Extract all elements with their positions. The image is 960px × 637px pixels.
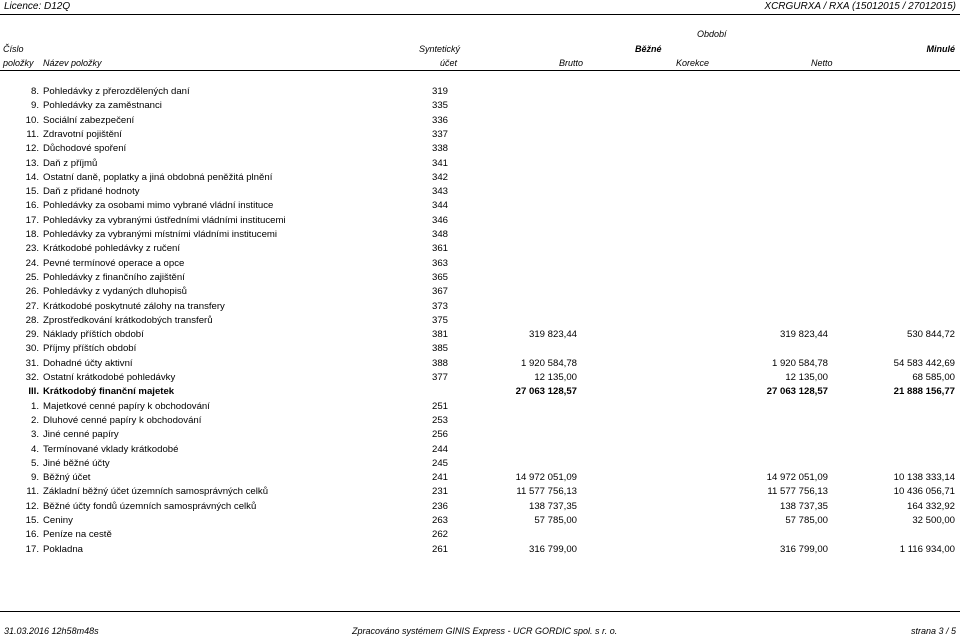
table-row	[0, 458, 960, 472]
synteticky-header: Syntetický	[419, 44, 461, 54]
netto-value: 316 799,00	[779, 543, 828, 555]
footer-timestamp: 31.03.2016 12h58m48s	[4, 626, 99, 636]
account-number: 335	[432, 100, 449, 112]
item-number: 18.	[25, 229, 39, 240]
table-row	[0, 129, 960, 143]
netto-value: 14 972 051,09	[766, 472, 828, 484]
item-number: 25.	[25, 271, 39, 283]
brutto-value: 14 972 051,09	[515, 472, 577, 484]
table-row	[0, 100, 960, 114]
table-row	[0, 172, 960, 186]
table-row	[0, 229, 960, 243]
minule-value: 10 138 333,14	[893, 472, 955, 484]
item-name: Pohledávky z vydaných dluhopisů	[43, 286, 187, 298]
item-number: 12.	[25, 143, 39, 155]
table-row	[0, 429, 960, 443]
minule-value: 21 888 156,77	[893, 386, 955, 398]
table-row	[0, 501, 960, 515]
account-number: 262	[432, 529, 449, 541]
account-number: 241	[432, 472, 449, 484]
minule-value: 68 585,00	[912, 372, 955, 383]
item-number: 8.	[30, 86, 39, 97]
brutto-value: 12 135,00	[534, 372, 577, 383]
netto-value: 12 135,00	[785, 372, 828, 383]
item-number: 31.	[25, 357, 39, 369]
item-number: 23.	[25, 243, 39, 255]
account-number: 373	[432, 300, 449, 312]
account-number: 256	[432, 429, 449, 441]
report-code: XCRGURXA / RXA (15012015 / 27012015)	[764, 1, 956, 12]
header-divider	[0, 70, 960, 71]
table-row	[0, 486, 960, 500]
account-number: 341	[432, 157, 449, 169]
item-name: Příjmy příštích období	[43, 343, 137, 355]
obdobi-header: Období	[697, 29, 727, 39]
footer-divider	[0, 611, 960, 612]
minule-value: 1 116 934,00	[899, 543, 955, 555]
ucet-header: účet	[440, 58, 458, 68]
item-name: Běžný účet	[43, 472, 91, 484]
item-name: Pevné termínové operace a opce	[43, 257, 185, 269]
item-name: Zdravotní pojištění	[43, 128, 122, 140]
item-number: 3.	[30, 429, 39, 441]
item-number: 15.	[25, 186, 39, 198]
item-name: Dohadné účty aktivní	[43, 357, 133, 369]
account-number: 385	[432, 343, 449, 355]
item-number: 17.	[25, 543, 39, 555]
account-number: 346	[432, 214, 449, 226]
brutto-value: 27 063 128,57	[515, 386, 577, 398]
table-row	[0, 272, 960, 286]
table-row	[0, 544, 960, 558]
item-number: 2.	[30, 414, 39, 426]
minule-value: 10 436 056,71	[893, 486, 955, 498]
item-name: Dluhové cenné papíry k obchodování	[43, 414, 202, 426]
item-number: 15.	[25, 515, 39, 526]
item-name: Majetkové cenné papíry k obchodování	[43, 400, 210, 412]
brutto-value: 57 785,00	[534, 515, 577, 526]
minule-value: 32 500,00	[912, 515, 955, 526]
account-number: 342	[432, 171, 449, 183]
account-number: 363	[432, 257, 449, 269]
item-number: 17.	[25, 214, 39, 226]
table-row	[0, 329, 960, 343]
brutto-value: 316 799,00	[528, 543, 577, 555]
netto-value: 319 823,44	[779, 329, 828, 341]
table-row	[0, 243, 960, 257]
account-number: 319	[432, 86, 449, 97]
item-name: Náklady příštích období	[43, 329, 144, 341]
item-number: 26.	[25, 286, 39, 298]
item-name: Pohledávky za vybranými ústředními vládními institucemi	[43, 214, 286, 226]
item-name: Jiné běžné účty	[43, 457, 110, 469]
table-row	[0, 515, 960, 529]
account-number: 361	[432, 243, 449, 255]
footer-processed-by: Zpracováno systémem GINIS Express - UCR GORDIC spol. s r. o.	[352, 626, 618, 636]
table-row	[0, 529, 960, 543]
account-number: 245	[432, 457, 449, 469]
item-number: 10.	[25, 114, 39, 126]
account-number: 375	[432, 314, 449, 326]
item-number: 16.	[25, 529, 39, 541]
account-number: 263	[432, 515, 449, 526]
table-row	[0, 115, 960, 129]
minule-value: 164 332,92	[906, 500, 955, 512]
account-number: 367	[432, 286, 449, 298]
item-name: Krátkodobý finanční majetek	[43, 386, 175, 398]
netto-header: Netto	[811, 58, 833, 68]
brutto-value: 319 823,44	[528, 329, 577, 341]
account-number: 344	[432, 200, 449, 212]
item-name: Ostatní daně, poplatky a jiná obdobná peněžitá plnění	[43, 171, 273, 183]
brutto-value: 11 577 756,13	[516, 486, 577, 498]
table-row	[0, 401, 960, 415]
table-row	[0, 472, 960, 486]
table-row	[0, 158, 960, 172]
footer-page-number: strana 3 / 5	[910, 626, 956, 636]
korekce-header: Korekce	[676, 58, 710, 68]
item-name: Základní běžný účet územních samosprávných celků	[43, 486, 269, 498]
table-row	[0, 372, 960, 386]
item-name: Běžné účty fondů územních samosprávných celků	[43, 500, 257, 512]
item-name: Ceniny	[43, 515, 73, 526]
item-number: 9.	[30, 100, 39, 112]
item-number: 32.	[25, 372, 39, 383]
item-name: Důchodové spoření	[43, 143, 127, 155]
item-name: Ostatní krátkodobé pohledávky	[43, 372, 176, 383]
table-row	[0, 343, 960, 357]
item-name: Daň z příjmů	[43, 157, 98, 169]
account-number: 261	[432, 543, 449, 555]
account-number: 381	[432, 329, 449, 341]
item-number: 4.	[30, 443, 39, 455]
table-row	[0, 200, 960, 214]
brutto-header: Brutto	[559, 58, 584, 68]
table-row	[0, 358, 960, 372]
netto-value: 57 785,00	[785, 515, 828, 526]
table-row	[0, 415, 960, 429]
item-number: 29.	[25, 329, 39, 341]
item-number: 12.	[25, 500, 39, 512]
item-name: Pohledávky za osobami mimo vybrané vládní instituce	[43, 200, 274, 212]
item-name: Krátkodobé poskytnuté zálohy na transfery	[43, 300, 225, 312]
top-divider	[0, 14, 960, 15]
item-name: Pohledávky z finančního zajištění	[43, 271, 185, 283]
item-name: Krátkodobé pohledávky z ručení	[43, 243, 181, 255]
item-number: 28.	[25, 314, 39, 326]
account-number: 388	[432, 357, 449, 369]
account-number: 253	[432, 414, 449, 426]
nazev-header: Název položky	[43, 58, 102, 68]
netto-value: 1 920 584,78	[771, 357, 828, 369]
item-number: 16.	[25, 200, 39, 212]
item-name: Pohledávky z přerozdělených daní	[43, 86, 190, 97]
account-number: 348	[432, 229, 449, 240]
account-number: 365	[432, 271, 449, 283]
item-number: 13.	[25, 157, 39, 169]
netto-value: 11 577 756,13	[767, 486, 828, 498]
account-number: 337	[432, 128, 449, 140]
item-name: Jiné cenné papíry	[43, 429, 119, 441]
item-number: 9.	[30, 472, 39, 484]
account-number: 251	[432, 400, 449, 412]
table-row	[0, 258, 960, 272]
table-row	[0, 301, 960, 315]
item-name: Zprostředkování krátkodobých transferů	[43, 314, 213, 326]
table-row	[0, 86, 960, 100]
item-name: Peníze na cestě	[43, 529, 112, 541]
polozky-header: položky	[3, 58, 34, 68]
item-name: Pokladna	[43, 543, 84, 555]
account-number: 336	[432, 114, 449, 126]
table-row	[0, 286, 960, 300]
netto-value: 138 737,35	[779, 500, 828, 512]
item-name: Pohledávky za zaměstnanci	[43, 100, 162, 112]
item-number: 30.	[25, 343, 39, 355]
item-number: 11.	[26, 128, 39, 140]
account-number: 338	[432, 143, 449, 155]
item-number: 11.	[26, 486, 39, 498]
minule-header: Minulé	[926, 44, 955, 54]
item-name: Pohledávky za vybranými místními vládními institucemi	[43, 229, 278, 240]
item-number: 14.	[25, 171, 39, 183]
item-name: Daň z přidané hodnoty	[43, 186, 140, 198]
item-number: 1.	[30, 400, 39, 412]
account-number: 244	[432, 443, 449, 455]
licence-label: Licence: D12Q	[4, 1, 71, 12]
item-number: 5.	[30, 457, 39, 469]
cislo-header: Číslo	[3, 44, 24, 54]
item-number: III.	[28, 386, 39, 398]
table-row	[0, 315, 960, 329]
table-row	[0, 386, 960, 400]
account-number: 231	[432, 486, 449, 498]
table-row	[0, 444, 960, 458]
account-number: 377	[432, 372, 449, 383]
bezne-header: Běžné	[635, 44, 662, 54]
top-bar	[0, 0, 960, 13]
account-number: 343	[432, 186, 449, 198]
table-row	[0, 143, 960, 157]
brutto-value: 1 920 584,78	[520, 357, 577, 369]
item-name: Sociální zabezpečení	[43, 114, 135, 126]
item-number: 27.	[25, 300, 39, 312]
table-row	[0, 186, 960, 200]
item-number: 24.	[25, 257, 39, 269]
brutto-value: 138 737,35	[528, 500, 577, 512]
minule-value: 54 583 442,69	[893, 357, 955, 369]
netto-value: 27 063 128,57	[766, 386, 828, 398]
minule-value: 530 844,72	[906, 329, 955, 341]
item-name: Termínované vklady krátkodobé	[43, 443, 179, 455]
table-row	[0, 215, 960, 229]
account-number: 236	[432, 500, 449, 512]
